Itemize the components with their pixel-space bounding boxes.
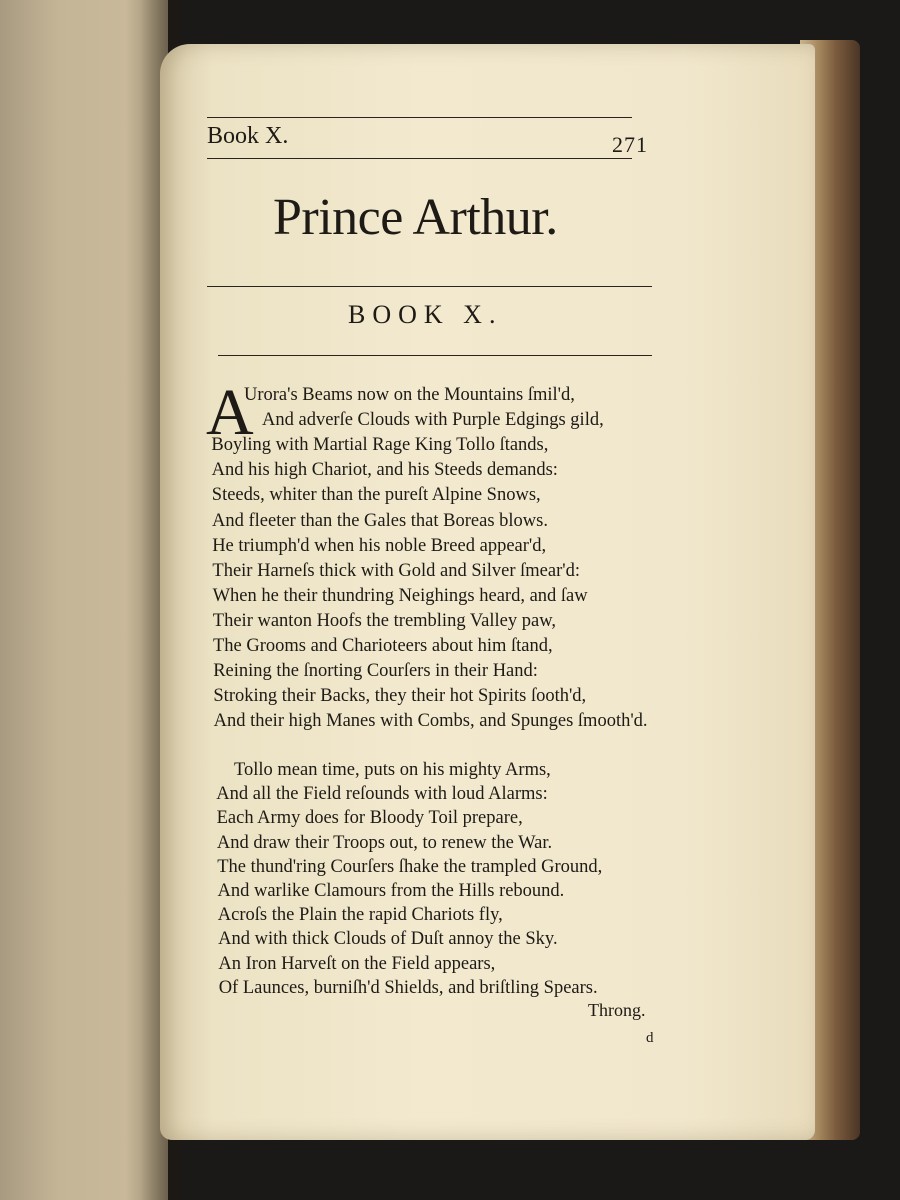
poem-line: Tollo mean time, puts on his mighty Arms,: [234, 760, 551, 780]
signature-mark: d: [646, 1030, 654, 1046]
poem-line: And his high Chariot, and his Steeds demands:: [211, 460, 558, 481]
poem-line: The Grooms and Charioteers about him ſtand,: [213, 636, 553, 656]
poem-line: Boyling with Martial Rage King Tollo ſtands,: [211, 435, 549, 456]
poem-line: He triumph'd when his noble Breed appear'd,: [212, 535, 547, 556]
header-rule-bottom: [207, 158, 632, 159]
poem-line: Stroking their Backs, they their hot Spirits ſooth'd,: [213, 686, 587, 707]
poem-line: And adverſe Clouds with Purple Edgings gild,: [262, 410, 604, 431]
running-head: Book X.: [207, 123, 289, 149]
poem-line: Of Launces, burniſh'd Shields, and briſtling Spears.: [218, 977, 598, 998]
poem-line: Steeds, whiter than the pureſt Alpine Snows,: [211, 485, 541, 506]
page-title: Prince Arthur.: [273, 189, 558, 246]
poem-line: Their wanton Hoofs the trembling Valley paw,: [212, 610, 556, 631]
poem-line: Each Army does for Bloody Toil prepare,: [216, 808, 523, 829]
poem-line: Urora's Beams now on the Mountains ſmil'd,: [244, 385, 575, 405]
poem-line: Reining the ſnorting Courſers in their Hand:: [213, 661, 538, 682]
poem-line: And fleeter than the Gales that Boreas blows.: [212, 510, 548, 531]
poem-line: And all the Field reſounds with loud Alarms:: [216, 784, 548, 805]
poem-line: Their Harneſs thick with Gold and Silver ſmear'd:: [212, 560, 580, 581]
book-heading: BOOK X.: [348, 300, 503, 329]
header-rule-top: [207, 117, 632, 118]
poem-line: An Iron Harveſt on the Field appears,: [218, 953, 496, 974]
poem-line: Acroſs the Plain the rapid Chariots fly,: [217, 905, 503, 926]
heading-rule: [218, 355, 652, 356]
poem-line: And draw their Troops out, to renew the War.: [216, 832, 553, 853]
poem-line: And with thick Clouds of Duſt annoy the Sky.: [218, 929, 558, 950]
poem-line: And their high Manes with Combs, and Spunges ſmooth'd.: [213, 711, 648, 732]
title-rule: [207, 286, 652, 287]
poem-line: The thund'ring Courſers ſhake the trampled Ground,: [217, 856, 603, 877]
drop-capital: A: [206, 376, 254, 449]
catchword: Throng.: [588, 1000, 646, 1020]
poem-line: And warlike Clamours from the Hills rebound.: [217, 881, 565, 901]
poem-line: When he their thundring Neighings heard, and ſaw: [212, 585, 588, 606]
page-number: 271: [612, 132, 648, 157]
